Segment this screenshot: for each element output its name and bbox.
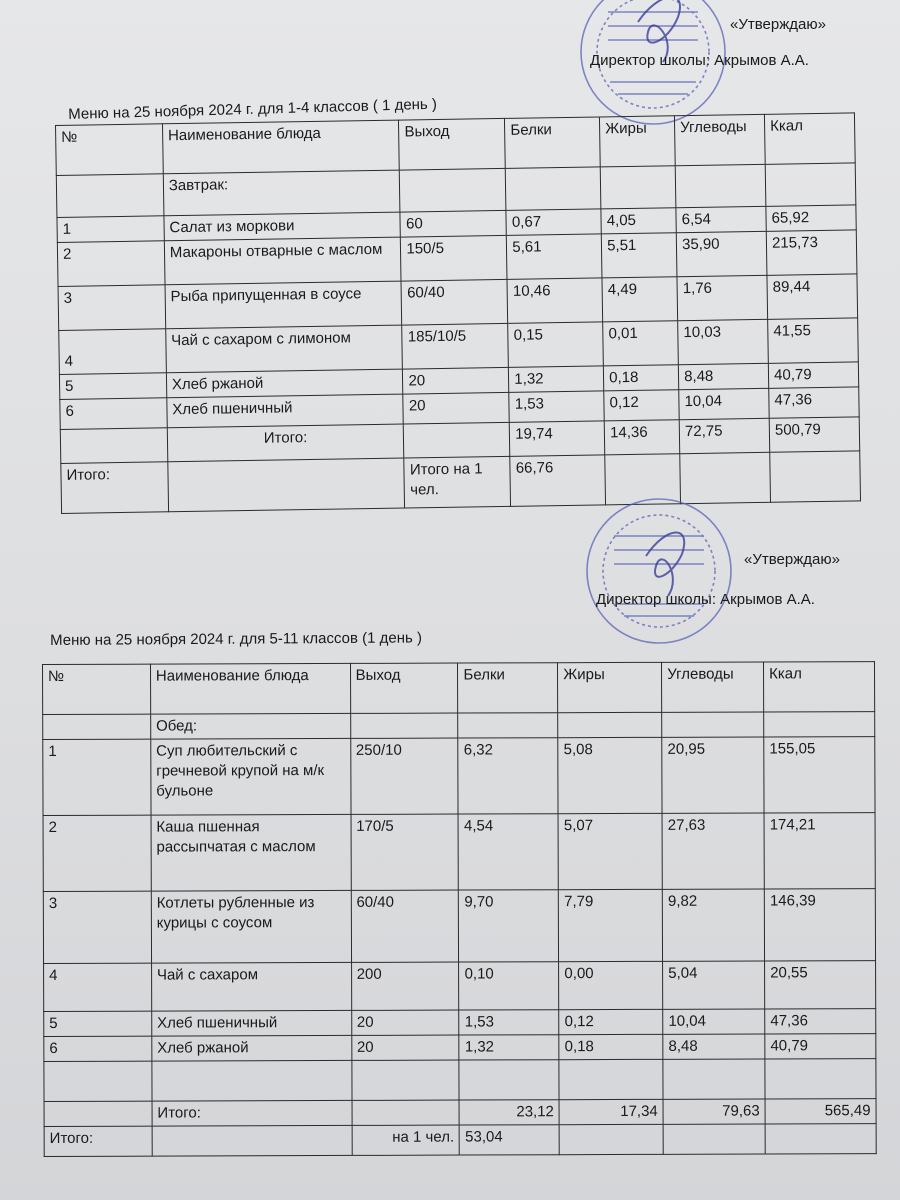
empty-row (44, 1059, 876, 1102)
dish-carbs: 9,82 (662, 889, 764, 961)
dish-carbs: 1,76 (677, 275, 768, 320)
dish-name: Рыба припущенная в соусе (165, 281, 402, 329)
dish-kcal: 40,79 (765, 1034, 876, 1059)
dish-output: 20 (403, 392, 509, 424)
header-carbs: Углеводы (662, 662, 764, 712)
row-number: 4 (59, 329, 167, 375)
dish-name: Котлеты рубленные из курицы с соусом (151, 890, 351, 963)
dish-fats: 5,08 (558, 737, 662, 813)
header-kcal: Ккал (764, 113, 855, 164)
dish-fats: 4,05 (601, 208, 676, 234)
school-stamp-2 (574, 496, 744, 646)
meal-label: Обед: (151, 713, 351, 739)
dish-kcal: 41,55 (768, 318, 859, 363)
table-row (43, 737, 875, 816)
dish-output: 20 (351, 1010, 459, 1035)
dish-fats: 0,12 (604, 390, 679, 421)
dish-fats: 0,00 (559, 961, 663, 1009)
dish-kcal: 215,73 (766, 230, 857, 275)
row-number: 6 (60, 398, 167, 430)
total-value: 66,76 (510, 455, 606, 506)
row-number: 5 (44, 1011, 152, 1036)
dish-proteins: 1,53 (509, 391, 604, 422)
subtotal-kcal: 565,49 (765, 1099, 876, 1124)
table-header-row (43, 662, 875, 715)
dish-output: 60/40 (401, 279, 508, 325)
menu-title-2: Меню на 25 ноября 2024 г. для 5-11 классов (1 день ) (50, 629, 422, 649)
row-number: 4 (44, 963, 152, 1011)
header-kcal: Ккал (764, 662, 875, 712)
dish-fats: 4,49 (602, 277, 678, 322)
director-line: Директор школы: Акрымов А.А. (596, 591, 815, 608)
meal-label-row (43, 712, 875, 740)
subtotal-row (44, 1099, 876, 1127)
approve-label: «Утверждаю» (730, 16, 826, 33)
dish-proteins: 1,32 (459, 1035, 559, 1060)
dish-output: 250/10 (350, 738, 458, 814)
dish-output: 20 (351, 1035, 459, 1060)
dish-name: Хлеб пшеничный (167, 394, 404, 428)
dish-kcal: 20,55 (765, 961, 876, 1009)
total-label: Итого: (44, 1126, 152, 1156)
dish-name: Макароны отварные с маслом (164, 237, 401, 285)
dish-fats: 0,18 (559, 1034, 663, 1059)
subtotal-proteins: 23,12 (459, 1100, 559, 1125)
dish-proteins: 6,32 (458, 738, 558, 814)
dish-carbs: 5,04 (663, 961, 765, 1009)
row-number: 2 (57, 241, 165, 287)
total-value: 53,04 (460, 1125, 560, 1155)
dish-carbs: 10,04 (663, 1009, 765, 1034)
subtotal-carbs: 72,75 (679, 418, 769, 453)
dish-kcal: 174,21 (764, 813, 875, 889)
dish-fats: 5,07 (558, 813, 662, 889)
header-number: № (43, 664, 151, 714)
table-row (44, 961, 876, 1012)
dish-proteins: 1,53 (459, 1010, 559, 1035)
dish-carbs: 8,48 (663, 1034, 765, 1059)
subtotal-carbs: 79,63 (663, 1099, 765, 1124)
dish-name: Суп любительский с гречневой крупой на м/к бульоне (151, 738, 351, 815)
header-fats: Жиры (600, 116, 676, 167)
dish-carbs: 27,63 (662, 813, 764, 889)
meal-label: Завтрак: (163, 170, 400, 216)
dish-kcal: 65,92 (766, 205, 856, 231)
table-row (44, 1009, 876, 1037)
subtotal-label: Итого: (167, 424, 404, 462)
dish-output: 150/5 (401, 235, 508, 281)
dish-output: 60/40 (351, 890, 459, 962)
dish-name: Чай с сахаром (151, 962, 351, 1011)
dish-name: Хлеб ржаной (166, 369, 403, 398)
total-per-person-label: на 1 чел. (352, 1125, 460, 1155)
dish-carbs: 6,54 (676, 206, 766, 232)
dish-name: Хлеб ржаной (152, 1035, 352, 1061)
dish-output: 170/5 (351, 814, 459, 890)
dish-fats: 7,79 (559, 889, 663, 961)
row-number: 3 (43, 891, 151, 963)
dish-kcal: 40,79 (768, 362, 858, 388)
dish-carbs: 20,95 (662, 737, 764, 813)
dish-kcal: 146,39 (764, 889, 875, 961)
header-output: Выход (350, 663, 458, 713)
row-number: 6 (44, 1036, 152, 1061)
dish-output: 20 (403, 367, 509, 394)
subtotal-fats: 17,34 (559, 1099, 663, 1124)
table-row (44, 1034, 876, 1062)
dish-output: 60 (400, 210, 506, 237)
dish-proteins: 4,54 (458, 814, 558, 890)
row-number: 1 (43, 739, 151, 815)
dish-proteins: 10,46 (507, 278, 603, 323)
director-line: Директор школы: Акрымов А.А. (590, 52, 809, 69)
menu-table-2 (42, 661, 877, 1157)
dish-kcal: 47,36 (765, 1009, 876, 1034)
dish-carbs: 35,90 (676, 231, 767, 276)
header-name: Наименование блюда (162, 120, 399, 174)
header-name: Наименование блюда (150, 663, 350, 714)
dish-proteins: 0,67 (506, 209, 601, 235)
total-row (44, 1124, 876, 1157)
dish-proteins: 9,70 (459, 890, 559, 962)
menu-table-1 (55, 112, 861, 514)
dish-carbs: 10,04 (679, 388, 769, 419)
total-per-person-label: Итого на 1 чел. (404, 456, 511, 508)
dish-output: 185/10/5 (402, 323, 509, 369)
dish-kcal: 89,44 (767, 274, 858, 319)
dish-fats: 0,18 (604, 365, 679, 391)
header-carbs: Углеводы (675, 114, 766, 165)
dish-fats: 0,12 (559, 1009, 663, 1034)
row-number: 3 (58, 285, 166, 331)
dish-fats: 0,01 (603, 321, 679, 366)
menu-title-1: Меню на 25 ноября 2024 г. для 1-4 классов ( 1 день ) (68, 95, 438, 123)
row-number: 1 (57, 216, 164, 243)
dish-name: Каша пшенная рассыпчатая с маслом (151, 814, 351, 891)
header-proteins: Белки (458, 663, 558, 713)
dish-carbs: 8,48 (678, 363, 768, 389)
dish-proteins: 5,61 (507, 234, 603, 279)
row-number: 2 (43, 815, 151, 891)
dish-kcal: 47,36 (769, 387, 859, 418)
header-output: Выход (399, 118, 506, 170)
subtotal-kcal: 500,79 (769, 417, 859, 452)
dish-proteins: 1,32 (509, 366, 604, 392)
dish-name: Хлеб пшеничный (152, 1010, 352, 1036)
row-number: 5 (59, 373, 166, 400)
header-number: № (56, 124, 164, 176)
dish-fats: 5,51 (601, 233, 677, 278)
dish-output: 200 (351, 962, 459, 1010)
header-fats: Жиры (558, 662, 662, 712)
subtotal-fats: 14,36 (604, 420, 679, 455)
total-label: Итого: (61, 462, 169, 514)
dish-name: Салат из моркови (164, 212, 401, 241)
dish-kcal: 155,05 (764, 737, 875, 813)
subtotal-label: Итого: (152, 1100, 352, 1126)
approve-label: «Утверждаю» (744, 551, 840, 568)
dish-proteins: 0,15 (508, 322, 604, 367)
dish-carbs: 10,03 (678, 319, 769, 364)
table-row (43, 813, 875, 892)
table-row (43, 889, 875, 964)
header-proteins: Белки (505, 117, 601, 168)
dish-name: Чай с сахаром с лимоном (166, 325, 403, 373)
subtotal-proteins: 19,74 (510, 421, 605, 456)
dish-proteins: 0,10 (459, 962, 559, 1010)
